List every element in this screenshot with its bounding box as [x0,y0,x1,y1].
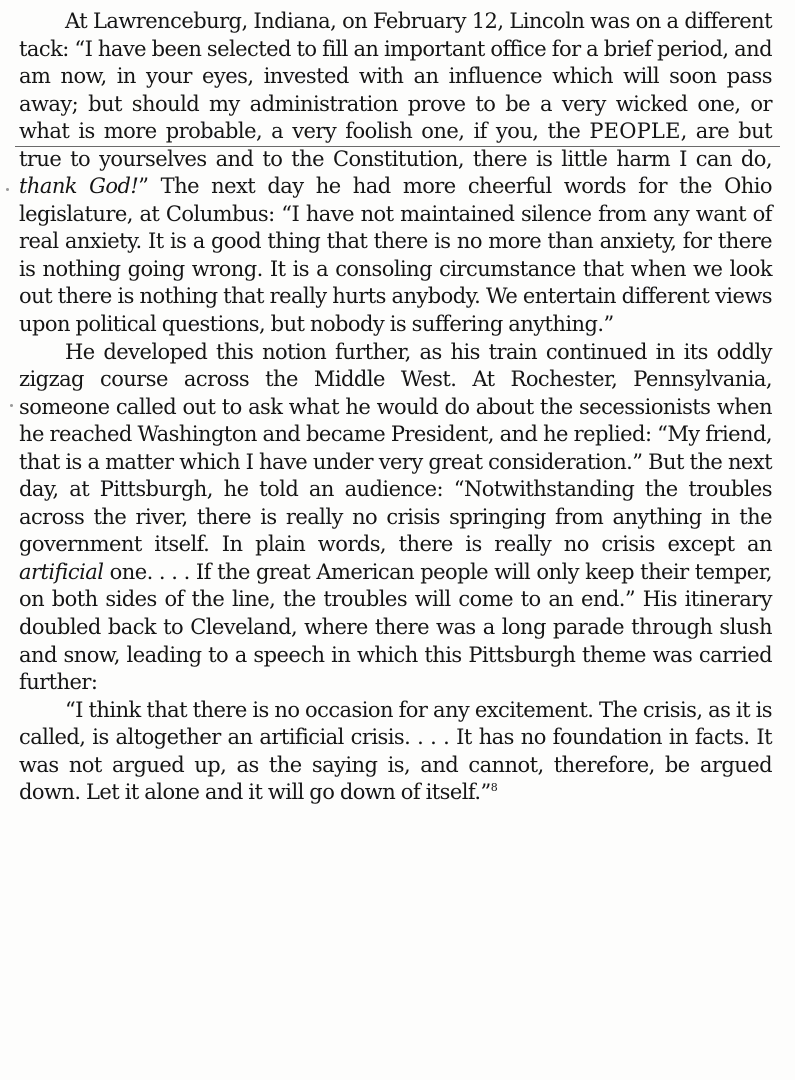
text-segment: one. . . . If the great American people will only keep their temper, on both sides of the line, the troubles will come to an end.” His itinerary doubled back to Cleveland, where there was a long parade through slush and snow, leading to a speech in which this Pittsburgh theme was carried further: [19,559,772,695]
text-segment-smallcaps: PEOPLE [589,119,681,144]
text-segment-italic: artificial [19,559,104,584]
scan-speck [6,188,9,191]
text-segment-italic: thank God! [19,174,139,199]
text-segment: He developed this notion further, as his train continued in its oddly zigzag course across the Middle West. At Rochester, Pennsylvania, someone called out to ask what he would do about the secessionists when he reached Washington and became President, and he replied: “My friend, that is a matter which I have under very great consideration.” But the next day, at Pittsburgh, he told an audience: “Notwithstanding the troubles across the river, there is really no crisis springing from anything in the government itself. In plain words, there is really no crisis except an [19,339,772,557]
footnote-marker: 8 [490,781,498,795]
text-segment: “I think that there is no occasion for any excitement. The crisis, as it is called, is altogether an artificial crisis. . . . It has no foundation in facts. It was not argued up, as the saying is, and cannot, therefore, be argued down. Let it alone and it will go down of itself.” [19,697,772,805]
text-segment: ” The next day he had more cheerful words for the Ohio legislature, at Columbus: “I have not maintained silence from any want of real anxiety. It is a good thing that there is no more than anxiety, for there is nothing going wrong. It is a consoling circumstance that when we look out there is nothing that really hurts anybody. We entertain different views upon political questions, but nobody is suffering anything.” [19,174,772,337]
text-segment: , are but true to yourselves and to the Constitution, there is little harm I can do, [19,119,772,171]
body-text [19,8,772,807]
paragraph-pittsburgh [19,339,772,697]
paragraph-cleveland-quote [19,697,772,807]
paragraph-lawrenceburg [19,8,772,339]
scan-speck [10,404,13,407]
text-segment: At Lawrenceburg, Indiana, on February 12, Lincoln was on a different tack: “I have been selected to fill an important office for a brief period, and am now, in your eyes, invested with an influence which will soon pass away; but should my administration prove to be a very wicked one, or what is more probable, a very foolish one, if you, the [19,9,772,144]
